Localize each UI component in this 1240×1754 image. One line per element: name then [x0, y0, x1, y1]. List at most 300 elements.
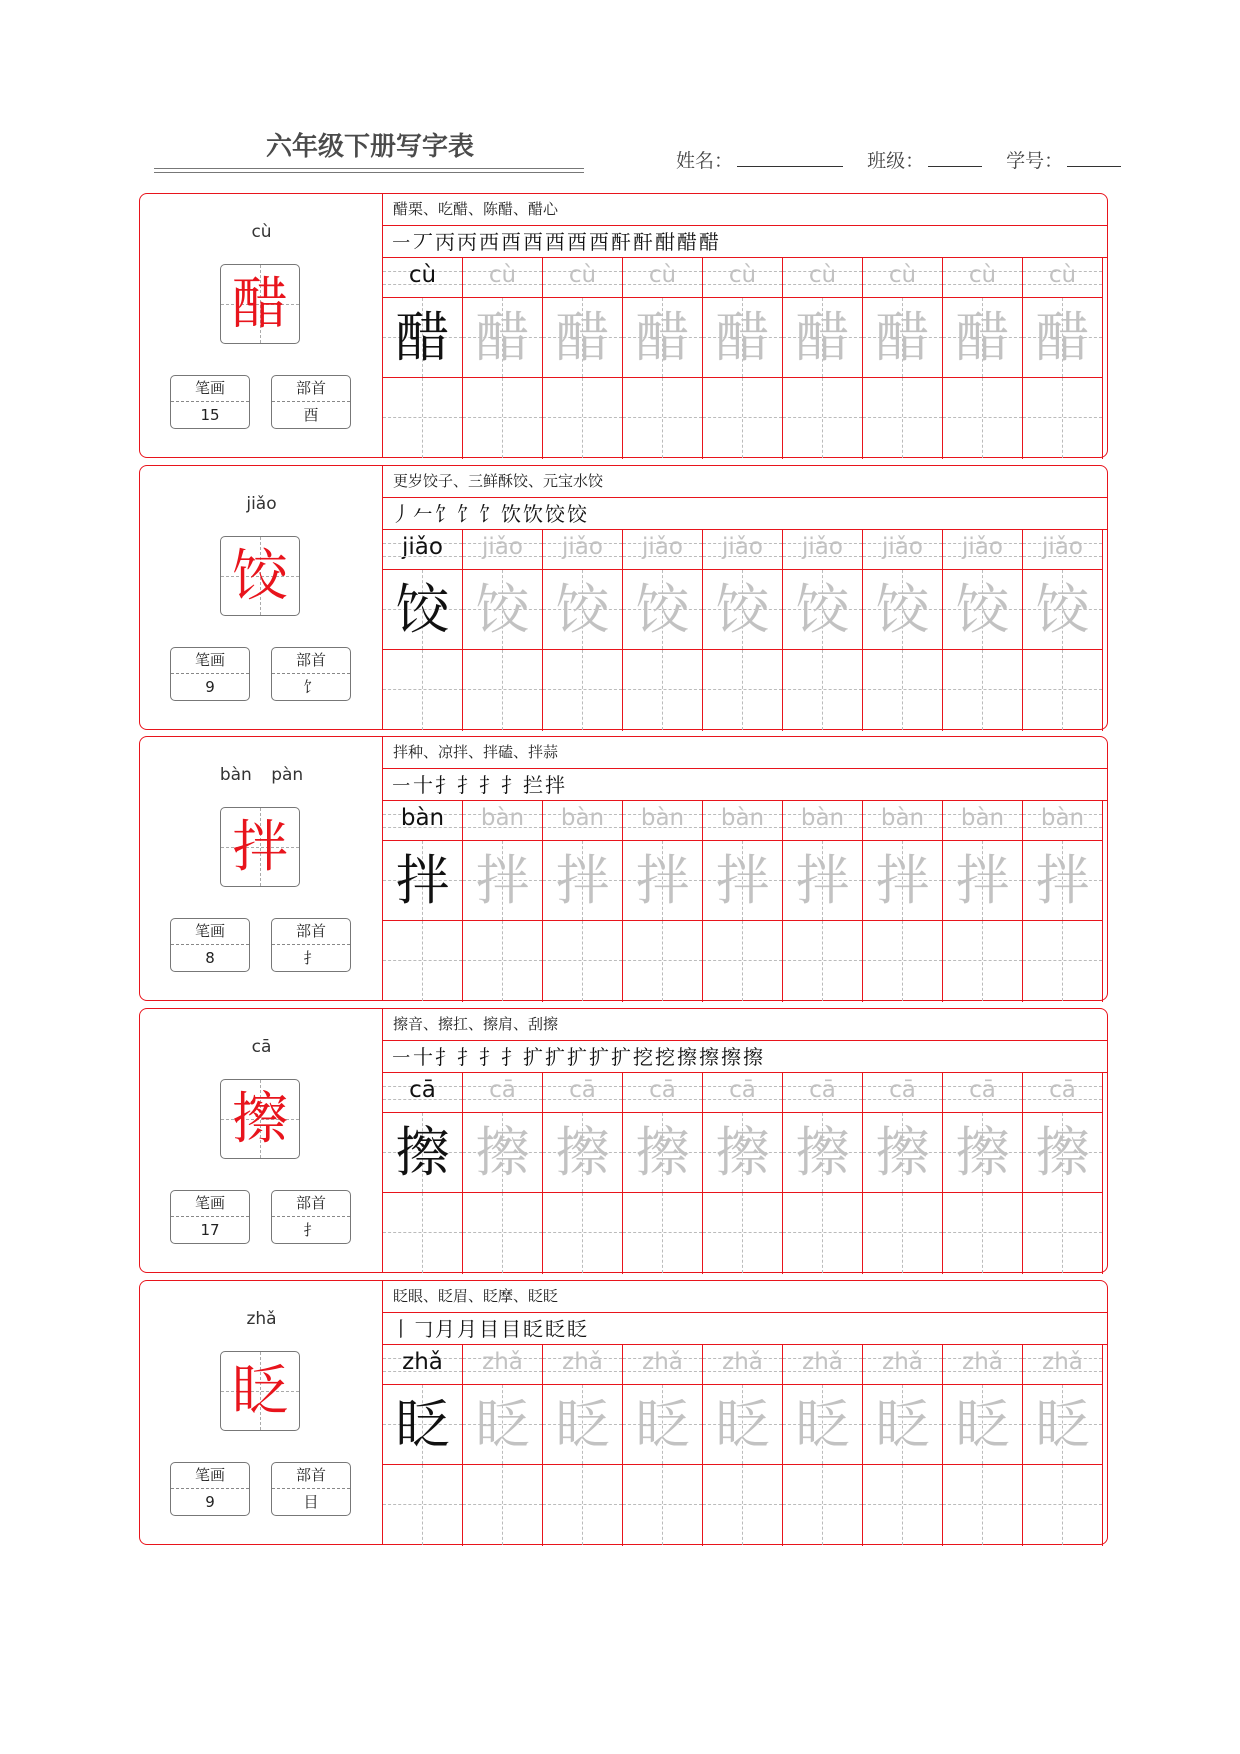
character-writing-cell[interactable] [543, 1465, 622, 1545]
pinyin-practice-text: bàn [480, 805, 525, 831]
character-trace-cell[interactable] [1023, 1385, 1102, 1465]
character-trace-cell [383, 841, 462, 921]
character-display: 醋 [232, 272, 288, 337]
practice-column [623, 1073, 703, 1274]
character-trace-cell[interactable] [463, 298, 542, 378]
practice-panel [383, 1281, 1107, 1544]
character-trace-cell[interactable] [783, 841, 862, 921]
character-trace-cell[interactable] [863, 841, 942, 921]
character-writing-cell[interactable] [1023, 650, 1102, 730]
character-trace-cell[interactable] [463, 570, 542, 650]
stroke-order [383, 769, 1107, 801]
pinyin-practice-cell[interactable] [783, 801, 862, 841]
pinyin-practice-text: cù [568, 262, 597, 288]
pinyin-practice-cell[interactable] [1023, 530, 1102, 570]
character-writing-cell[interactable] [863, 921, 942, 1001]
pinyin-practice-cell[interactable] [1023, 1345, 1102, 1385]
character-card [139, 736, 1108, 1001]
character-trace-cell[interactable] [703, 298, 782, 378]
character-trace-cell[interactable] [463, 841, 542, 921]
student-info [676, 146, 1139, 173]
pinyin-practice-cell[interactable] [1023, 801, 1102, 841]
pinyin-practice-text: cā [969, 1077, 996, 1103]
stroke-step: 擦 [721, 1045, 743, 1069]
stroke-step: 擦 [677, 1045, 699, 1069]
trace-character: 眨 [795, 1393, 850, 1456]
pinyin-practice-cell[interactable] [943, 530, 1022, 570]
stroke-step: 扌 [435, 1045, 457, 1069]
pinyin-practice-text: jiǎo [802, 534, 843, 560]
page-title: 六年级下册写字表 [265, 132, 474, 162]
character-writing-cell[interactable] [863, 378, 942, 458]
pinyin-practice-text: bàn [880, 805, 925, 831]
practice-column [1023, 1073, 1103, 1274]
practice-column [943, 258, 1023, 459]
character-writing-cell[interactable] [1023, 378, 1102, 458]
pinyin-practice-text: zhǎ [562, 1349, 603, 1375]
pinyin-practice-cell[interactable] [863, 801, 942, 841]
pinyin-practice-cell[interactable] [703, 1073, 782, 1113]
character-trace-cell[interactable] [623, 841, 702, 921]
character-trace-cell[interactable] [1023, 570, 1102, 650]
stroke-step: 酐 [611, 230, 633, 254]
character-writing-cell[interactable] [463, 378, 542, 458]
trace-character: 饺 [635, 578, 690, 641]
pinyin-practice-cell[interactable] [623, 530, 702, 570]
stroke-step: 挖 [633, 1045, 655, 1069]
practice-column [1023, 258, 1103, 459]
practice-column [463, 530, 543, 731]
pinyin-practice-cell[interactable] [623, 1073, 702, 1113]
pinyin-label: jiǎo [246, 494, 277, 514]
practice-column [863, 1345, 943, 1546]
character-writing-cell[interactable] [1023, 921, 1102, 1001]
class-field[interactable] [928, 150, 982, 167]
pinyin-practice-text: zhǎ [722, 1349, 763, 1375]
radical-box [271, 918, 351, 972]
name-label: 姓名： [676, 150, 734, 172]
stroke-step: 月 [435, 1317, 457, 1341]
stroke-step: 拌 [545, 773, 567, 797]
stroke-count-box [170, 375, 250, 429]
practice-panel [383, 737, 1107, 1000]
example-words: 醋栗、吃醋、陈醋、醋心 [383, 194, 1107, 226]
character-writing-cell[interactable] [863, 1465, 942, 1545]
character-display-box [220, 536, 300, 616]
trace-character: 拌 [555, 849, 610, 912]
character-writing-cell[interactable] [783, 1193, 862, 1273]
practice-column [383, 801, 463, 1002]
character-trace-cell[interactable] [783, 1385, 862, 1465]
stroke-step: 扌 [435, 773, 457, 797]
character-trace-cell[interactable] [543, 298, 622, 378]
radical-value: 目 [303, 1493, 319, 1511]
pinyin-practice-cell[interactable] [863, 530, 942, 570]
pinyin-practice-text: cā [889, 1077, 916, 1103]
character-trace-cell[interactable] [863, 298, 942, 378]
stroke-step: 月 [457, 1317, 479, 1341]
pinyin-practice-cell[interactable] [783, 1073, 862, 1113]
pinyin-practice-text: bàn [960, 805, 1005, 831]
practice-grid [383, 1345, 1107, 1546]
pinyin-practice-text: cù [888, 262, 917, 288]
character-trace-cell[interactable] [623, 570, 702, 650]
stroke-step: 饺 [567, 502, 589, 526]
pinyin-practice-cell[interactable] [703, 258, 782, 298]
pinyin-practice-cell[interactable] [863, 258, 942, 298]
trace-character: 醋 [875, 306, 930, 369]
character-writing-cell[interactable] [1023, 1465, 1102, 1545]
pinyin-practice-cell[interactable] [703, 801, 782, 841]
pinyin-practice-cell[interactable] [543, 530, 622, 570]
character-trace-cell[interactable] [943, 298, 1022, 378]
character-trace-cell[interactable] [783, 570, 862, 650]
character-writing-cell[interactable] [703, 650, 782, 730]
stroke-step: 眨 [523, 1317, 545, 1341]
pinyin-practice-cell[interactable] [463, 1345, 542, 1385]
character-trace-cell[interactable] [1023, 298, 1102, 378]
character-writing-cell[interactable] [703, 1193, 782, 1273]
trace-character: 饺 [395, 578, 450, 641]
pinyin-practice-text: zhǎ [802, 1349, 843, 1375]
pinyin-practice-text: cā [729, 1077, 756, 1103]
character-trace-cell[interactable] [943, 841, 1022, 921]
stroke-count-value: 17 [200, 1221, 220, 1239]
character-info-panel [140, 1009, 383, 1272]
pinyin-practice-text: cā [409, 1077, 436, 1103]
character-writing-cell[interactable] [543, 1193, 622, 1273]
stroke-order [383, 1313, 1107, 1345]
character-trace-cell[interactable] [543, 570, 622, 650]
trace-character: 擦 [955, 1121, 1010, 1184]
trace-character: 饺 [715, 578, 770, 641]
trace-character: 醋 [955, 306, 1010, 369]
pinyin-practice-text: jiǎo [482, 534, 523, 560]
character-display: 拌 [232, 815, 288, 880]
practice-column [623, 530, 703, 731]
practice-column [543, 1073, 623, 1274]
character-writing-cell[interactable] [783, 1465, 862, 1545]
pinyin-practice-cell[interactable] [623, 1345, 702, 1385]
stroke-count-box [170, 1462, 250, 1516]
pinyin-practice-cell[interactable] [783, 1345, 862, 1385]
practice-panel [383, 466, 1107, 729]
trace-character: 擦 [395, 1121, 450, 1184]
trace-character: 眨 [875, 1393, 930, 1456]
pinyin-label: cā [251, 1037, 272, 1057]
student-id-field[interactable] [1067, 150, 1121, 167]
character-writing-cell[interactable] [623, 921, 702, 1001]
character-trace-cell [383, 570, 462, 650]
stroke-step: 扩 [611, 1045, 633, 1069]
title-underline-2 [154, 172, 584, 173]
practice-column [543, 258, 623, 459]
pinyin-practice-cell[interactable] [703, 530, 782, 570]
practice-column [623, 801, 703, 1002]
character-display-box [220, 264, 300, 344]
pinyin-practice-cell[interactable] [623, 258, 702, 298]
pinyin-practice-text: zhǎ [642, 1349, 683, 1375]
pinyin-practice-cell[interactable] [703, 1345, 782, 1385]
practice-grid [383, 258, 1107, 459]
character-writing-cell[interactable] [383, 378, 462, 458]
practice-column [383, 1345, 463, 1546]
trace-character: 拌 [1035, 849, 1090, 912]
character-trace-cell[interactable] [623, 298, 702, 378]
stroke-step: 酉 [523, 230, 545, 254]
stroke-step: 目 [501, 1317, 523, 1341]
practice-column [943, 530, 1023, 731]
character-trace-cell [383, 298, 462, 378]
pinyin-practice-cell[interactable] [543, 1345, 622, 1385]
character-writing-cell[interactable] [623, 378, 702, 458]
character-writing-cell[interactable] [383, 1193, 462, 1273]
practice-column [703, 801, 783, 1002]
example-words: 擦音、擦扛、擦肩、刮擦 [383, 1009, 1107, 1041]
character-writing-cell[interactable] [943, 378, 1022, 458]
practice-panel [383, 194, 1107, 457]
practice-column [383, 1073, 463, 1274]
pinyin-practice-cell[interactable] [783, 530, 862, 570]
character-writing-cell[interactable] [383, 1465, 462, 1545]
trace-character: 拌 [715, 849, 770, 912]
stroke-step: 扌 [457, 773, 479, 797]
character-writing-cell[interactable] [623, 1465, 702, 1545]
pinyin-practice-cell[interactable] [943, 258, 1022, 298]
trace-character: 擦 [1035, 1121, 1090, 1184]
trace-character: 醋 [715, 306, 770, 369]
character-display: 擦 [232, 1087, 288, 1152]
character-writing-cell[interactable] [943, 1193, 1022, 1273]
trace-character: 醋 [395, 306, 450, 369]
pinyin-practice-text: bàn [400, 805, 445, 831]
pinyin-practice-text: cā [569, 1077, 596, 1103]
trace-character: 拌 [475, 849, 530, 912]
trace-character: 眨 [955, 1393, 1010, 1456]
character-writing-cell[interactable] [943, 921, 1022, 1001]
radical-box [271, 1462, 351, 1516]
stroke-count-label: 笔画 [171, 1191, 249, 1217]
pinyin-practice-cell[interactable] [1023, 1073, 1102, 1113]
character-writing-cell[interactable] [463, 921, 542, 1001]
practice-column [863, 258, 943, 459]
practice-column [943, 801, 1023, 1002]
practice-column [463, 1345, 543, 1546]
trace-character: 醋 [1035, 306, 1090, 369]
character-trace-cell[interactable] [783, 298, 862, 378]
pinyin-practice-cell[interactable] [943, 801, 1022, 841]
pinyin-practice-text: cù [1048, 262, 1077, 288]
character-trace-cell[interactable] [863, 1113, 942, 1193]
stroke-count-label: 笔画 [171, 376, 249, 402]
pinyin-practice-cell[interactable] [463, 258, 542, 298]
trace-character: 饺 [555, 578, 610, 641]
pinyin-label: zhǎ [246, 1309, 277, 1329]
pinyin-practice-text: jiǎo [402, 534, 443, 560]
pinyin-practice-cell[interactable] [543, 258, 622, 298]
trace-character: 拌 [635, 849, 690, 912]
pinyin-practice-cell[interactable] [463, 530, 542, 570]
character-trace-cell[interactable] [543, 1385, 622, 1465]
practice-column [543, 1345, 623, 1546]
character-writing-cell[interactable] [463, 650, 542, 730]
character-writing-cell[interactable] [703, 1465, 782, 1545]
stroke-step: 扌 [501, 1045, 523, 1069]
stroke-step: 拦 [523, 773, 545, 797]
pinyin-practice-cell[interactable] [1023, 258, 1102, 298]
pinyin-practice-cell [383, 801, 462, 841]
character-writing-cell[interactable] [463, 1193, 542, 1273]
character-trace-cell[interactable] [463, 1113, 542, 1193]
trace-character: 醋 [635, 306, 690, 369]
character-writing-cell[interactable] [703, 921, 782, 1001]
stroke-count-label: 笔画 [171, 1463, 249, 1489]
character-trace-cell[interactable] [623, 1385, 702, 1465]
practice-column [1023, 801, 1103, 1002]
pinyin-practice-cell[interactable] [863, 1345, 942, 1385]
character-trace-cell[interactable] [703, 841, 782, 921]
character-info-panel [140, 194, 383, 457]
character-trace-cell[interactable] [1023, 841, 1102, 921]
stroke-count-value: 9 [205, 678, 215, 696]
radical-value: 酉 [303, 406, 319, 424]
character-writing-cell[interactable] [703, 378, 782, 458]
pinyin-practice-cell[interactable] [463, 801, 542, 841]
pinyin-practice-text: cā [1049, 1077, 1076, 1103]
pinyin-practice-text: cù [408, 262, 437, 288]
pinyin-practice-text: zhǎ [402, 1349, 443, 1375]
character-writing-cell[interactable] [863, 1193, 942, 1273]
stroke-step: 丨 [391, 1317, 413, 1341]
pinyin-practice-cell [383, 1073, 462, 1113]
character-writing-cell[interactable] [783, 650, 862, 730]
pinyin-practice-text: cā [649, 1077, 676, 1103]
character-trace-cell[interactable] [543, 841, 622, 921]
character-writing-cell[interactable] [623, 650, 702, 730]
pinyin-label: bàn pàn [219, 765, 304, 785]
pinyin-practice-cell[interactable] [943, 1073, 1022, 1113]
name-field[interactable] [737, 150, 843, 167]
character-trace-cell[interactable] [863, 570, 942, 650]
stroke-step: 𠂉 [413, 502, 435, 526]
practice-column [543, 530, 623, 731]
character-trace-cell[interactable] [463, 1385, 542, 1465]
stroke-step: 酉 [545, 230, 567, 254]
pinyin-practice-cell [383, 530, 462, 570]
character-writing-cell[interactable] [383, 650, 462, 730]
stroke-step: ㇐ [391, 773, 413, 797]
pinyin-practice-cell[interactable] [463, 1073, 542, 1113]
pinyin-practice-cell[interactable] [543, 801, 622, 841]
trace-character: 饺 [955, 578, 1010, 641]
character-trace-cell[interactable] [783, 1113, 862, 1193]
pinyin-label: cù [251, 222, 272, 242]
practice-column [783, 1073, 863, 1274]
stroke-step: 十 [413, 1045, 435, 1069]
radical-value: 饣 [303, 678, 319, 696]
radical-label: 部首 [272, 1463, 350, 1489]
practice-column [703, 258, 783, 459]
character-writing-cell[interactable] [783, 921, 862, 1001]
trace-character: 眨 [635, 1393, 690, 1456]
trace-character: 拌 [395, 849, 450, 912]
trace-character: 拌 [955, 849, 1010, 912]
stroke-order [383, 498, 1107, 530]
pinyin-practice-text: bàn [720, 805, 765, 831]
pinyin-practice-cell[interactable] [943, 1345, 1022, 1385]
stroke-step: 饣 [435, 502, 457, 526]
practice-column [383, 530, 463, 731]
character-trace-cell[interactable] [543, 1113, 622, 1193]
radical-label: 部首 [272, 1191, 350, 1217]
character-writing-cell[interactable] [463, 1465, 542, 1545]
pinyin-practice-text: cù [488, 262, 517, 288]
pinyin-practice-cell[interactable] [783, 258, 862, 298]
practice-column [543, 801, 623, 1002]
character-trace-cell [383, 1113, 462, 1193]
character-writing-cell[interactable] [1023, 1193, 1102, 1273]
stroke-count-box [170, 918, 250, 972]
character-trace-cell[interactable] [943, 1385, 1022, 1465]
trace-character: 饺 [475, 578, 530, 641]
stroke-count-value: 15 [200, 406, 220, 424]
character-trace-cell[interactable] [703, 1113, 782, 1193]
practice-column [863, 530, 943, 731]
pinyin-practice-cell[interactable] [623, 801, 702, 841]
character-card [139, 193, 1108, 458]
character-writing-cell[interactable] [943, 1465, 1022, 1545]
practice-column [463, 801, 543, 1002]
pinyin-practice-text: jiǎo [1042, 534, 1083, 560]
stroke-step: 扌 [479, 773, 501, 797]
character-trace-cell [383, 1385, 462, 1465]
pinyin-practice-cell[interactable] [543, 1073, 622, 1113]
character-writing-cell[interactable] [543, 921, 622, 1001]
stroke-step: 丙 [457, 230, 479, 254]
practice-column [703, 1345, 783, 1546]
character-writing-cell[interactable] [383, 921, 462, 1001]
practice-panel [383, 1009, 1107, 1272]
character-writing-cell[interactable] [543, 378, 622, 458]
character-info-panel [140, 737, 383, 1000]
character-writing-cell[interactable] [943, 650, 1022, 730]
title-underline [154, 168, 584, 169]
practice-grid [383, 1073, 1107, 1274]
character-trace-cell[interactable] [943, 1113, 1022, 1193]
character-trace-cell[interactable] [1023, 1113, 1102, 1193]
stroke-step: 丿 [391, 502, 413, 526]
character-writing-cell[interactable] [783, 378, 862, 458]
pinyin-practice-cell[interactable] [863, 1073, 942, 1113]
character-trace-cell[interactable] [703, 570, 782, 650]
stroke-step: 扩 [523, 1045, 545, 1069]
example-words: 更岁饺子、三鲜酥饺、元宝水饺 [383, 466, 1107, 498]
pinyin-practice-text: jiǎo [722, 534, 763, 560]
stroke-step: 扩 [545, 1045, 567, 1069]
character-trace-cell[interactable] [623, 1113, 702, 1193]
trace-character: 拌 [875, 849, 930, 912]
character-trace-cell[interactable] [943, 570, 1022, 650]
practice-column [783, 530, 863, 731]
character-card [139, 465, 1108, 730]
character-writing-cell[interactable] [863, 650, 942, 730]
pinyin-practice-text: bàn [640, 805, 685, 831]
character-display-box [220, 1079, 300, 1159]
character-trace-cell[interactable] [863, 1385, 942, 1465]
character-writing-cell[interactable] [543, 650, 622, 730]
character-trace-cell[interactable] [703, 1385, 782, 1465]
character-writing-cell[interactable] [623, 1193, 702, 1273]
